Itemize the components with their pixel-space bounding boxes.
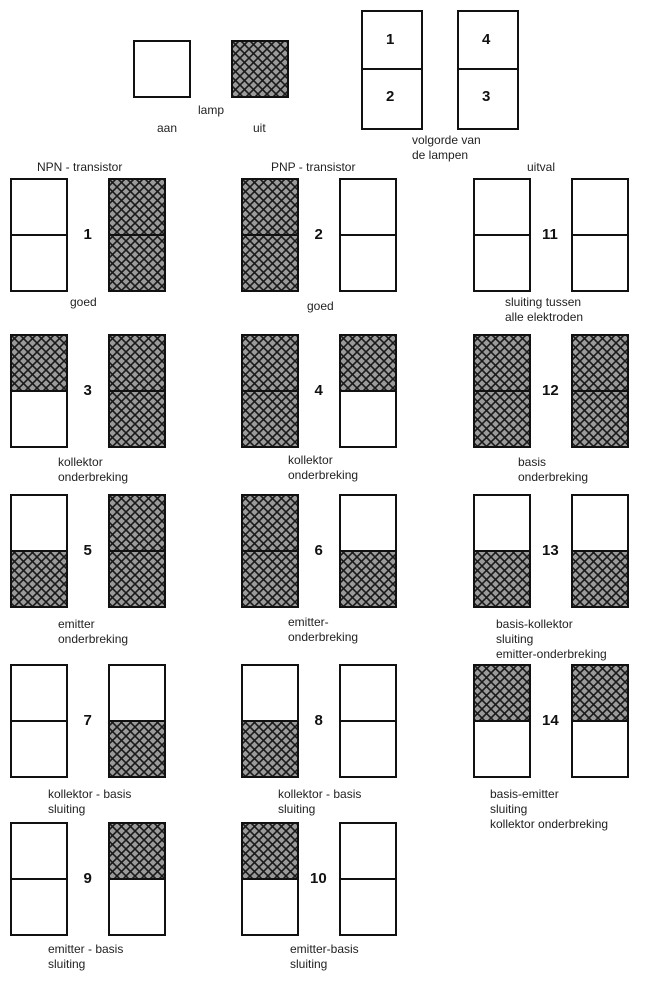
case-caption-line: kollektor — [58, 455, 103, 469]
lamp-box-right — [339, 494, 397, 608]
lamp-box-right — [339, 664, 397, 778]
case-number: 2 — [314, 226, 323, 243]
case-number: 6 — [314, 542, 323, 559]
case-caption-line: sluiting — [48, 802, 86, 816]
case-number: 10 — [310, 870, 327, 887]
lamp-top — [109, 335, 165, 391]
lamp-box-right — [571, 178, 629, 292]
case-caption-line: sluiting tussen — [505, 295, 582, 309]
case-caption-line: kollektor onderbreking — [490, 817, 609, 831]
lamp-bottom — [572, 721, 628, 777]
order-number-2: 2 — [386, 88, 395, 105]
lamp-bottom — [474, 721, 530, 777]
lamp-box-right — [108, 334, 166, 448]
case-number: 5 — [83, 542, 92, 559]
case-caption-line: alle elektroden — [505, 310, 584, 324]
order-number-4: 4 — [482, 31, 491, 48]
lamp-bottom — [109, 235, 165, 291]
order-number-3: 3 — [482, 88, 491, 105]
lamp-bottom — [242, 879, 298, 935]
lamp-top — [340, 335, 396, 391]
case-caption-line: goed — [307, 299, 334, 313]
lamp-bottom — [572, 551, 628, 607]
lamp-top — [340, 179, 396, 235]
case-number: 11 — [542, 226, 558, 243]
lamp-box-left — [473, 178, 531, 292]
lamp-box-right — [571, 664, 629, 778]
lamp-top — [109, 823, 165, 879]
case-caption-line: kollektor — [288, 453, 333, 467]
lamp-top — [109, 179, 165, 235]
legend-off-label: uit — [253, 121, 266, 135]
lamp-bottom — [11, 721, 67, 777]
legend-order-right — [457, 10, 519, 130]
lamp-top — [11, 495, 67, 551]
lamp-top — [242, 179, 298, 235]
lamp-bottom — [572, 235, 628, 291]
lamp-top — [572, 335, 628, 391]
lamp-box-left — [10, 178, 68, 292]
legend-lamp-on — [133, 40, 191, 98]
case-number: 9 — [83, 870, 92, 887]
lamp-box-right — [339, 334, 397, 448]
case-caption-line: emitter-basis — [290, 942, 359, 956]
lamp-box-left — [241, 178, 299, 292]
header-pnp: PNP - transistor — [271, 160, 356, 174]
case-caption-line: onderbreking — [288, 630, 359, 644]
lamp-box-left — [241, 664, 299, 778]
lamp-bottom — [109, 551, 165, 607]
case-caption-line: kollektor - basis — [48, 787, 132, 801]
lamp-bottom — [474, 551, 530, 607]
legend-order-line2: de lampen — [412, 148, 469, 162]
lamp-box-left — [473, 664, 531, 778]
legend-order-left — [361, 10, 423, 130]
lamp-box-left — [10, 822, 68, 936]
case-caption-line: emitter-onderbreking — [496, 647, 607, 661]
lamp-bottom — [11, 391, 67, 447]
lamp-top — [572, 179, 628, 235]
lamp-top — [11, 335, 67, 391]
legend-on-label: aan — [157, 121, 178, 135]
lamp-top — [109, 665, 165, 721]
case-caption-line: sluiting — [290, 957, 328, 971]
lamp-bottom — [242, 235, 298, 291]
lamp-bottom — [11, 879, 67, 935]
lamp-bottom — [474, 391, 530, 447]
case-number: 4 — [314, 382, 323, 399]
case-caption-line: emitter — [58, 617, 95, 631]
lamp-top — [242, 495, 298, 551]
case-caption-line: sluiting — [490, 802, 528, 816]
header-npn: NPN - transistor — [37, 160, 123, 174]
lamp-top — [109, 495, 165, 551]
case-caption-line: emitter - basis — [48, 942, 124, 956]
lamp-box-right — [108, 664, 166, 778]
lamp-box-right — [339, 822, 397, 936]
case-number: 8 — [314, 712, 323, 729]
lamp-box-left — [10, 664, 68, 778]
case-caption-line: onderbreking — [58, 470, 129, 484]
lamp-top — [474, 335, 530, 391]
lamp-top — [11, 665, 67, 721]
lamp-box-left — [10, 334, 68, 448]
lamp-bottom — [340, 551, 396, 607]
legend-order-line1: volgorde van — [412, 133, 481, 147]
case-number: 14 — [542, 712, 559, 729]
lamp-box-right — [108, 822, 166, 936]
case-caption-line: sluiting — [496, 632, 534, 646]
lamp-box-right — [108, 494, 166, 608]
lamp-box-right — [339, 178, 397, 292]
lamp-bottom — [340, 879, 396, 935]
lamp-top — [474, 495, 530, 551]
lamp-top — [340, 665, 396, 721]
lamp-box-right — [571, 334, 629, 448]
case-caption-line: kollektor - basis — [278, 787, 362, 801]
case-caption-line: basis-kollektor — [496, 617, 573, 631]
lamp-bottom — [11, 235, 67, 291]
lamp-bottom — [242, 721, 298, 777]
lamp-top — [11, 823, 67, 879]
lamp-box-right — [108, 178, 166, 292]
case-caption-line: basis-emitter — [490, 787, 559, 801]
case-caption-line: sluiting — [48, 957, 86, 971]
lamp-top — [340, 823, 396, 879]
lamp-bottom — [109, 721, 165, 777]
lamp-bottom — [572, 391, 628, 447]
lamp-bottom — [242, 551, 298, 607]
lamp-bottom — [474, 235, 530, 291]
case-number: 7 — [83, 712, 92, 729]
lamp-top — [572, 495, 628, 551]
lamp-bottom — [340, 721, 396, 777]
case-caption-line: emitter- — [288, 615, 329, 629]
case-caption-line: basis — [518, 455, 547, 469]
header-failure: uitval — [527, 160, 556, 174]
lamp-bottom — [242, 391, 298, 447]
case-number: 1 — [83, 226, 92, 243]
lamp-box-left — [473, 494, 531, 608]
lamp-bottom — [11, 551, 67, 607]
lamp-bottom — [109, 879, 165, 935]
lamp-box-left — [10, 494, 68, 608]
case-caption-line: goed — [70, 295, 97, 309]
case-caption-line: sluiting — [278, 802, 316, 816]
lamp-top — [474, 665, 530, 721]
lamp-box-left — [241, 494, 299, 608]
order-number-1: 1 — [386, 31, 395, 48]
lamp-top — [242, 665, 298, 721]
lamp-top — [474, 179, 530, 235]
case-number: 12 — [542, 382, 559, 399]
lamp-box-left — [241, 334, 299, 448]
lamp-box-left — [241, 822, 299, 936]
legend-lamp-off — [231, 40, 289, 98]
lamp-box-left — [473, 334, 531, 448]
lamp-top — [242, 823, 298, 879]
lamp-top — [242, 335, 298, 391]
case-caption-line: onderbreking — [58, 632, 129, 646]
lamp-top — [572, 665, 628, 721]
lamp-top — [11, 179, 67, 235]
case-caption-line: onderbreking — [518, 470, 589, 484]
case-number: 3 — [83, 382, 92, 399]
lamp-box-right — [571, 494, 629, 608]
lamp-bottom — [340, 235, 396, 291]
lamp-bottom — [109, 391, 165, 447]
lamp-bottom — [340, 391, 396, 447]
case-number: 13 — [542, 542, 559, 559]
case-caption-line: onderbreking — [288, 468, 359, 482]
legend-lamp-label: lamp — [198, 103, 225, 117]
lamp-top — [340, 495, 396, 551]
